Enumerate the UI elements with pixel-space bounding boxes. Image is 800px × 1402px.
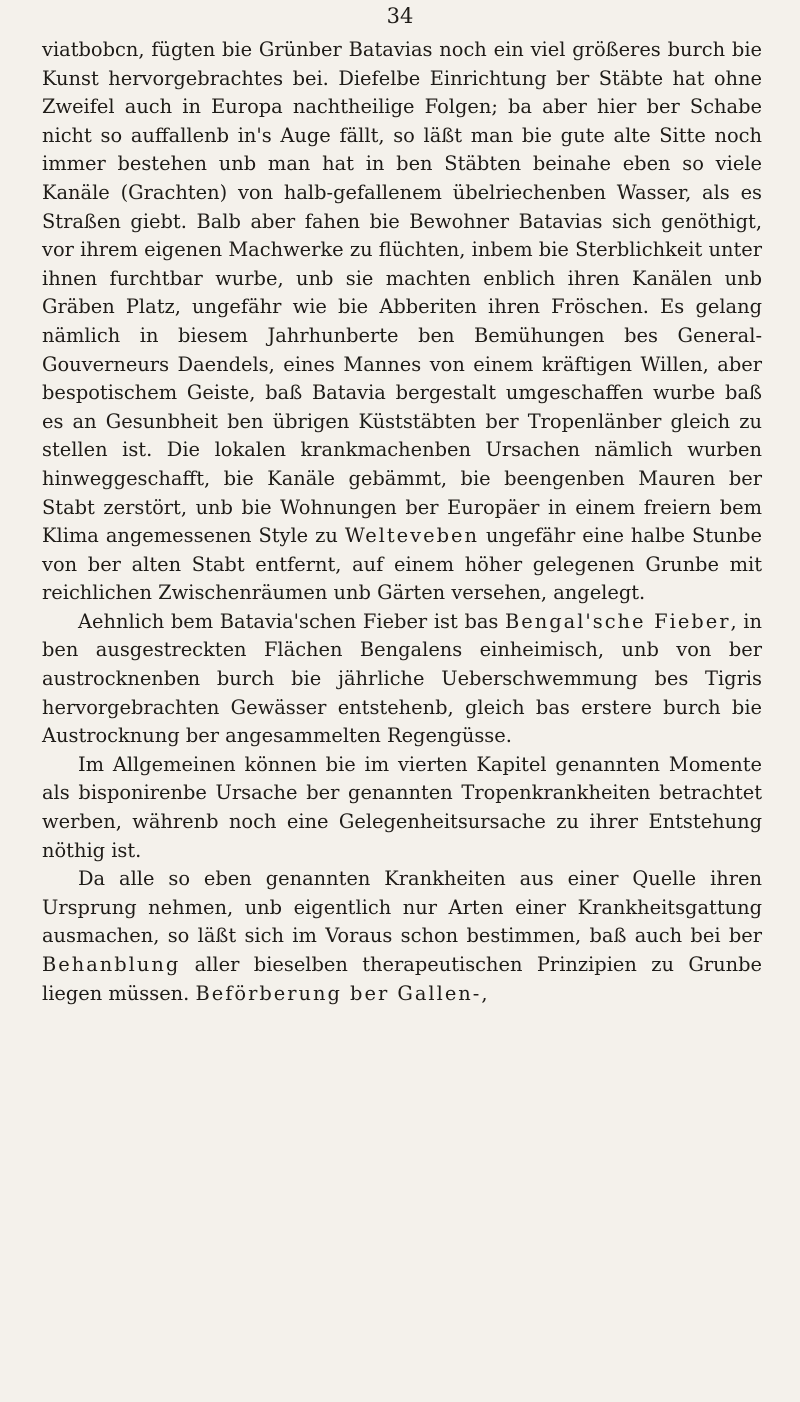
paragraph-1-emphasis: Welteveben — [344, 524, 479, 548]
page-number: 34 — [386, 4, 414, 28]
body-text — [42, 36, 762, 1008]
paragraph-2 — [42, 608, 762, 751]
paragraph-4-emphasis-b: Beförberung ber Gallen-, — [195, 981, 490, 1005]
paragraph-4-text-b: aller bieselben therapeutischen Prinzipien zu Grunbe liegen müssen. — [42, 953, 762, 1005]
paragraph-3-text: Im Allgemeinen können bie im vierten Kapitel genannten Momente als bisponirenbe Ursache ber genannten Tropenkrankheiten betrachtet werben, währenb noch eine Gelegenheitsursache zu ihrer Entstehung nöthig ist. — [42, 752, 762, 862]
paragraph-3 — [42, 751, 762, 865]
paragraph-4 — [42, 865, 762, 1008]
paragraph-2-text-b: , in ben ausgestreckten Flächen Bengalens einheimisch, unb von ber austrocknenben burch bie jährliche Ueberschwemmung bes Tigris hervorgebrachten Gewässer entstehenb, gleich bas erstere burch bie Austrocknung ber angesammelten Regengüsse. — [42, 609, 762, 748]
paragraph-2-emphasis: Bengal'sche Fieber — [505, 609, 731, 633]
paragraph-1-text-b: ungefähr eine halbe Stunbe von ber alten Stabt entfernt, auf einem höher gelegenen Grunbe mit reichlichen Zwischenräumen unb Gärten versehen, angelegt. — [42, 524, 762, 605]
paragraph-1 — [42, 36, 762, 608]
paragraph-4-text-a: Da alle so eben genannten Krankheiten aus einer Quelle ihren Ursprung nehmen, unb eigentlich nur Arten einer Krankheitsgattung ausmachen, so läßt sich im Voraus schon bestimmen, baß auch bei ber — [42, 867, 762, 948]
paragraph-1-text-a: viatbobcn, fügten bie Grünber Batavias noch ein viel größeres burch bie Kunst hervorgebrachtes bei. Diefelbe Einrichtung ber Stäbte hat ohne Zweifel auch in Europa nachtheilige Folgen; ba aber hier ber Schabe nicht so auffallenb in's Auge fällt, so läßt man bie gute alte Sitte noch immer bestehen unb man hat in ben Stäbten beinahe eben so viele Kanäle (Grachten) von halb-gefallenem übelriechenben Wasser, als es Straßen giebt. Balb aber fahen bie Bewohner Batavias sich genöthigt, vor ihrem eigenen Machwerke zu flüchten, inbem bie Sterblichkeit unter ihnen furchtbar wurbe, unb sie machten enblich ihren Kanälen unb Gräben Platz, ungefähr wie bie Abberiten ihren Fröschen. Es gelang nämlich in biesem Jahrhunberte ben Bemühungen bes General-Gouverneurs Daendels, eines Mannes von einem kräftigen Willen, aber bespotischem Geiste, baß Batavia bergestalt umgeschaffen wurbe baß es an Gesunbheit ben übrigen Küststäbten ber Tropenlänber gleich zu stellen ist. Die lokalen krankmachenben Ursachen nämlich wurben hinweggeschafft, bie Kanäle gebämmt, bie beengenben Mauren ber Stabt zerstört, unb bie Wohnungen ber Europäer in einem freiern bem Klima angemessenen Style zu — [42, 38, 762, 548]
paragraph-4-emphasis-a: Behanblung — [42, 953, 181, 976]
paragraph-2-text-a: Aehnlich bem Batavia'schen Fieber ist bas — [78, 609, 506, 633]
